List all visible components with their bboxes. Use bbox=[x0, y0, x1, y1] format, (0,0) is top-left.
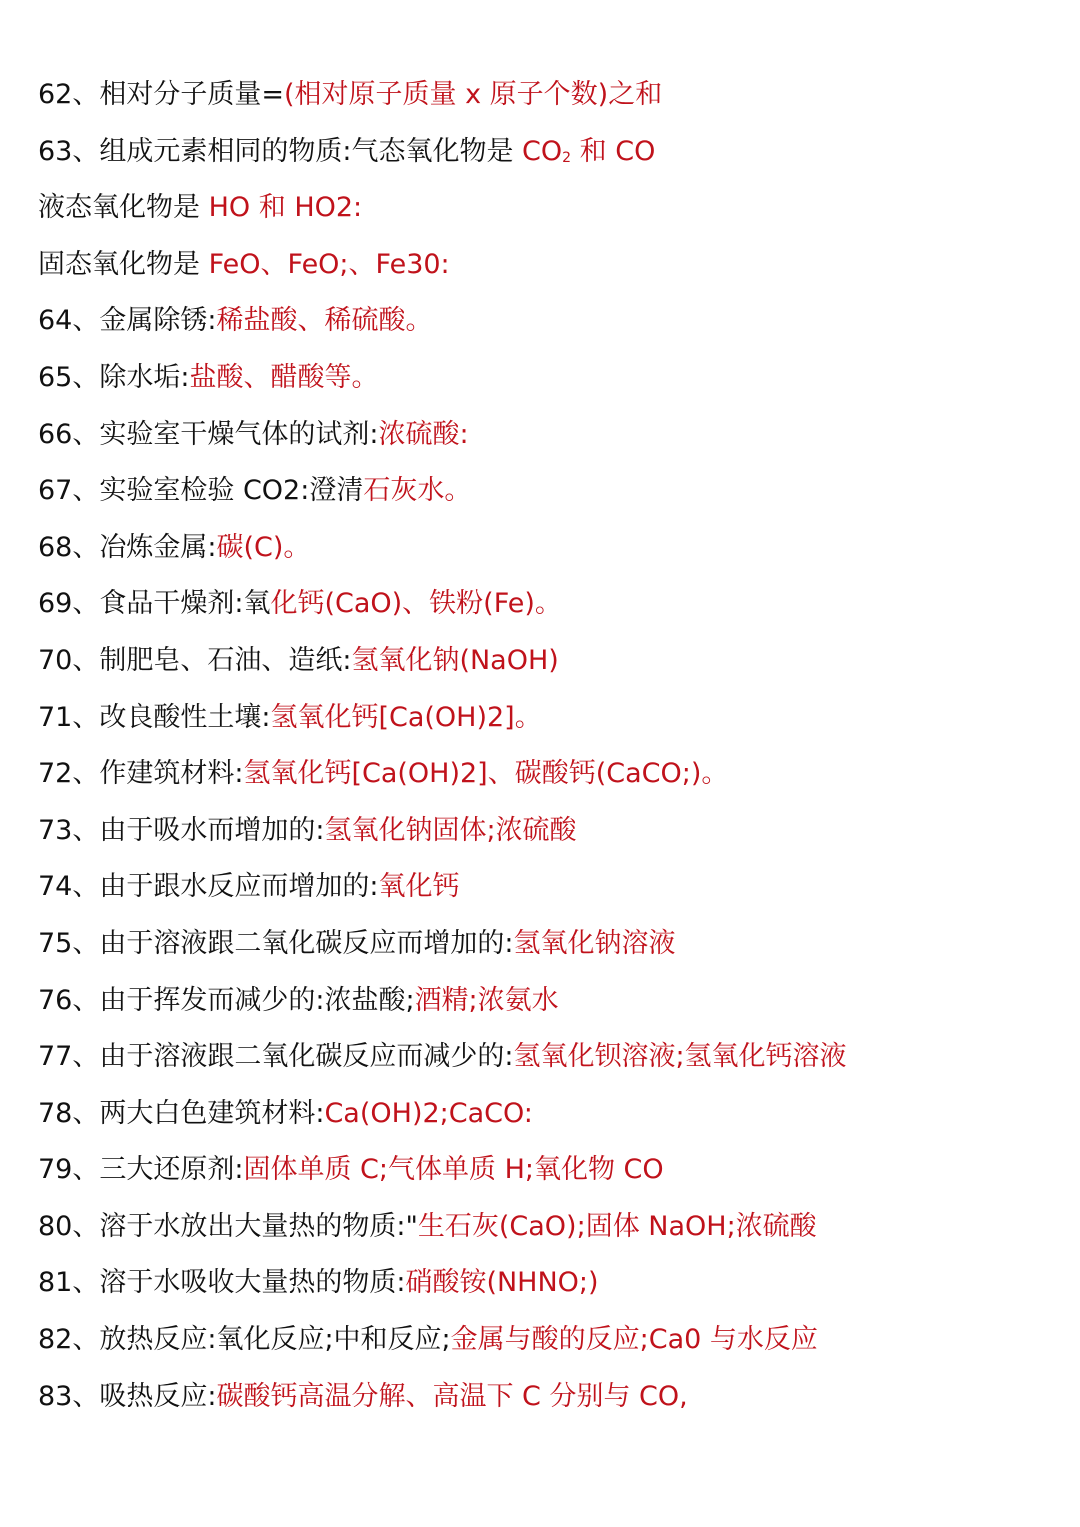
text-line bbox=[38, 1260, 1048, 1317]
highlighted-text: 氢氧化钡溶液;氢氧化钙溶液 bbox=[513, 1041, 847, 1073]
text-line bbox=[38, 695, 1048, 752]
text-line bbox=[38, 412, 1048, 469]
text-line bbox=[38, 185, 1048, 242]
text-line bbox=[38, 808, 1048, 865]
body-text: 78、两大白色建筑材料: bbox=[38, 1097, 325, 1129]
highlighted-text: Ca(OH)2;CaCO: bbox=[324, 1097, 533, 1129]
text-line bbox=[38, 864, 1048, 921]
body-text: 82、放热反应:氧化反应;中和反应; bbox=[38, 1324, 451, 1356]
highlighted-text: 氢氧化钠固体;浓硫酸 bbox=[324, 814, 577, 846]
body-text: 81、溶于水吸收大量热的物质: bbox=[38, 1267, 406, 1299]
body-text: 63、组成元素相同的物质:气态氧化物是 bbox=[38, 135, 523, 167]
highlighted-text: FeO、FeO;、Fe30: bbox=[208, 248, 450, 280]
text-line bbox=[38, 129, 1048, 186]
highlighted-text: 氢氧化钙[Ca(OH)2]、碳酸钙(CaCO;)。 bbox=[243, 758, 729, 790]
text-line bbox=[38, 1147, 1048, 1204]
text-line bbox=[38, 1091, 1048, 1148]
text-line bbox=[38, 1374, 1048, 1431]
text-line bbox=[38, 581, 1048, 638]
body-text: 74、由于跟水反应而增加的: bbox=[38, 871, 379, 903]
text-line bbox=[38, 1317, 1048, 1374]
body-text: 76、由于挥发而减少的:浓盐酸; bbox=[38, 984, 415, 1016]
text-line bbox=[38, 638, 1048, 695]
body-text: 70、制肥皂、石油、造纸: bbox=[38, 644, 352, 676]
highlighted-text: HO 和 HO2: bbox=[208, 192, 363, 224]
body-text: 71、改良酸性土壤: bbox=[38, 701, 271, 733]
text-line bbox=[38, 1204, 1048, 1261]
body-text: 75、由于溶液跟二氧化碳反应而增加的: bbox=[38, 927, 514, 959]
text-line bbox=[38, 242, 1048, 299]
highlighted-text: 生石灰(CaO);固体 NaOH;浓硫酸 bbox=[417, 1210, 817, 1242]
body-text: 65、除水垢: bbox=[38, 361, 190, 393]
body-text: 68、冶炼金属: bbox=[38, 531, 217, 563]
text-line bbox=[38, 298, 1048, 355]
highlighted-text: 酒精;浓氨水 bbox=[414, 984, 559, 1016]
body-text: 80、溶于水放出大量热的物质:" bbox=[38, 1210, 418, 1242]
body-text: 83、吸热反应: bbox=[38, 1380, 217, 1412]
body-text: 72、作建筑材料: bbox=[38, 758, 244, 790]
highlighted-text: (相对原子质量 x 原子个数)之和 bbox=[283, 79, 663, 110]
body-text: 73、由于吸水而增加的: bbox=[38, 814, 325, 846]
highlighted-text: 碳(C)。 bbox=[216, 531, 311, 563]
body-text: 62、相对分子质量= bbox=[38, 79, 284, 110]
highlighted-text: CO bbox=[522, 135, 563, 167]
highlighted-text: 氧化钙 bbox=[378, 871, 460, 903]
text-line bbox=[38, 525, 1048, 582]
highlighted-text: 氢氧化钠溶液 bbox=[513, 927, 676, 959]
body-text: 69、食品干燥剂:氧 bbox=[38, 588, 271, 620]
body-text: 固态氧化物是 bbox=[38, 248, 209, 280]
body-text: 77、由于溶液跟二氧化碳反应而减少的: bbox=[38, 1041, 514, 1073]
highlighted-text: 硝酸铵(NHNO;) bbox=[405, 1267, 599, 1299]
highlighted-text: 金属与酸的反应;Ca0 与水反应 bbox=[450, 1324, 818, 1356]
text-line bbox=[38, 978, 1048, 1035]
highlighted-text: 2 bbox=[562, 149, 572, 166]
highlighted-text: 盐酸、醋酸等。 bbox=[189, 361, 379, 393]
body-text: 79、三大还原剂: bbox=[38, 1154, 244, 1186]
highlighted-text: 碳酸钙高温分解、高温下 C 分别与 CO, bbox=[216, 1380, 688, 1412]
text-line bbox=[38, 1034, 1048, 1091]
highlighted-text: 氢氧化钙[Ca(OH)2]。 bbox=[270, 701, 542, 733]
body-text: 液态氧化物是 bbox=[38, 192, 209, 224]
text-line bbox=[38, 72, 1048, 129]
body-text: 66、实验室干燥气体的试剂: bbox=[38, 418, 379, 450]
body-text: 64、金属除锈: bbox=[38, 305, 217, 337]
highlighted-text: 石灰水。 bbox=[363, 475, 472, 507]
highlighted-text: 化钙(CaO)、铁粉(Fe)。 bbox=[270, 588, 562, 620]
text-line bbox=[38, 468, 1048, 525]
body-text: 67、实验室检验 CO2:澄清 bbox=[38, 475, 364, 507]
text-line bbox=[38, 921, 1048, 978]
highlighted-text: 稀盐酸、稀硫酸。 bbox=[216, 305, 433, 337]
highlighted-text: 氢氧化钠(NaOH) bbox=[351, 644, 559, 676]
text-line bbox=[38, 355, 1048, 412]
highlighted-text: 和 CO bbox=[571, 135, 656, 167]
text-line bbox=[38, 751, 1048, 808]
document-page bbox=[38, 72, 1048, 1430]
highlighted-text: 浓硫酸: bbox=[378, 418, 469, 450]
highlighted-text: 固体单质 C;气体单质 H;氧化物 CO bbox=[243, 1154, 664, 1186]
